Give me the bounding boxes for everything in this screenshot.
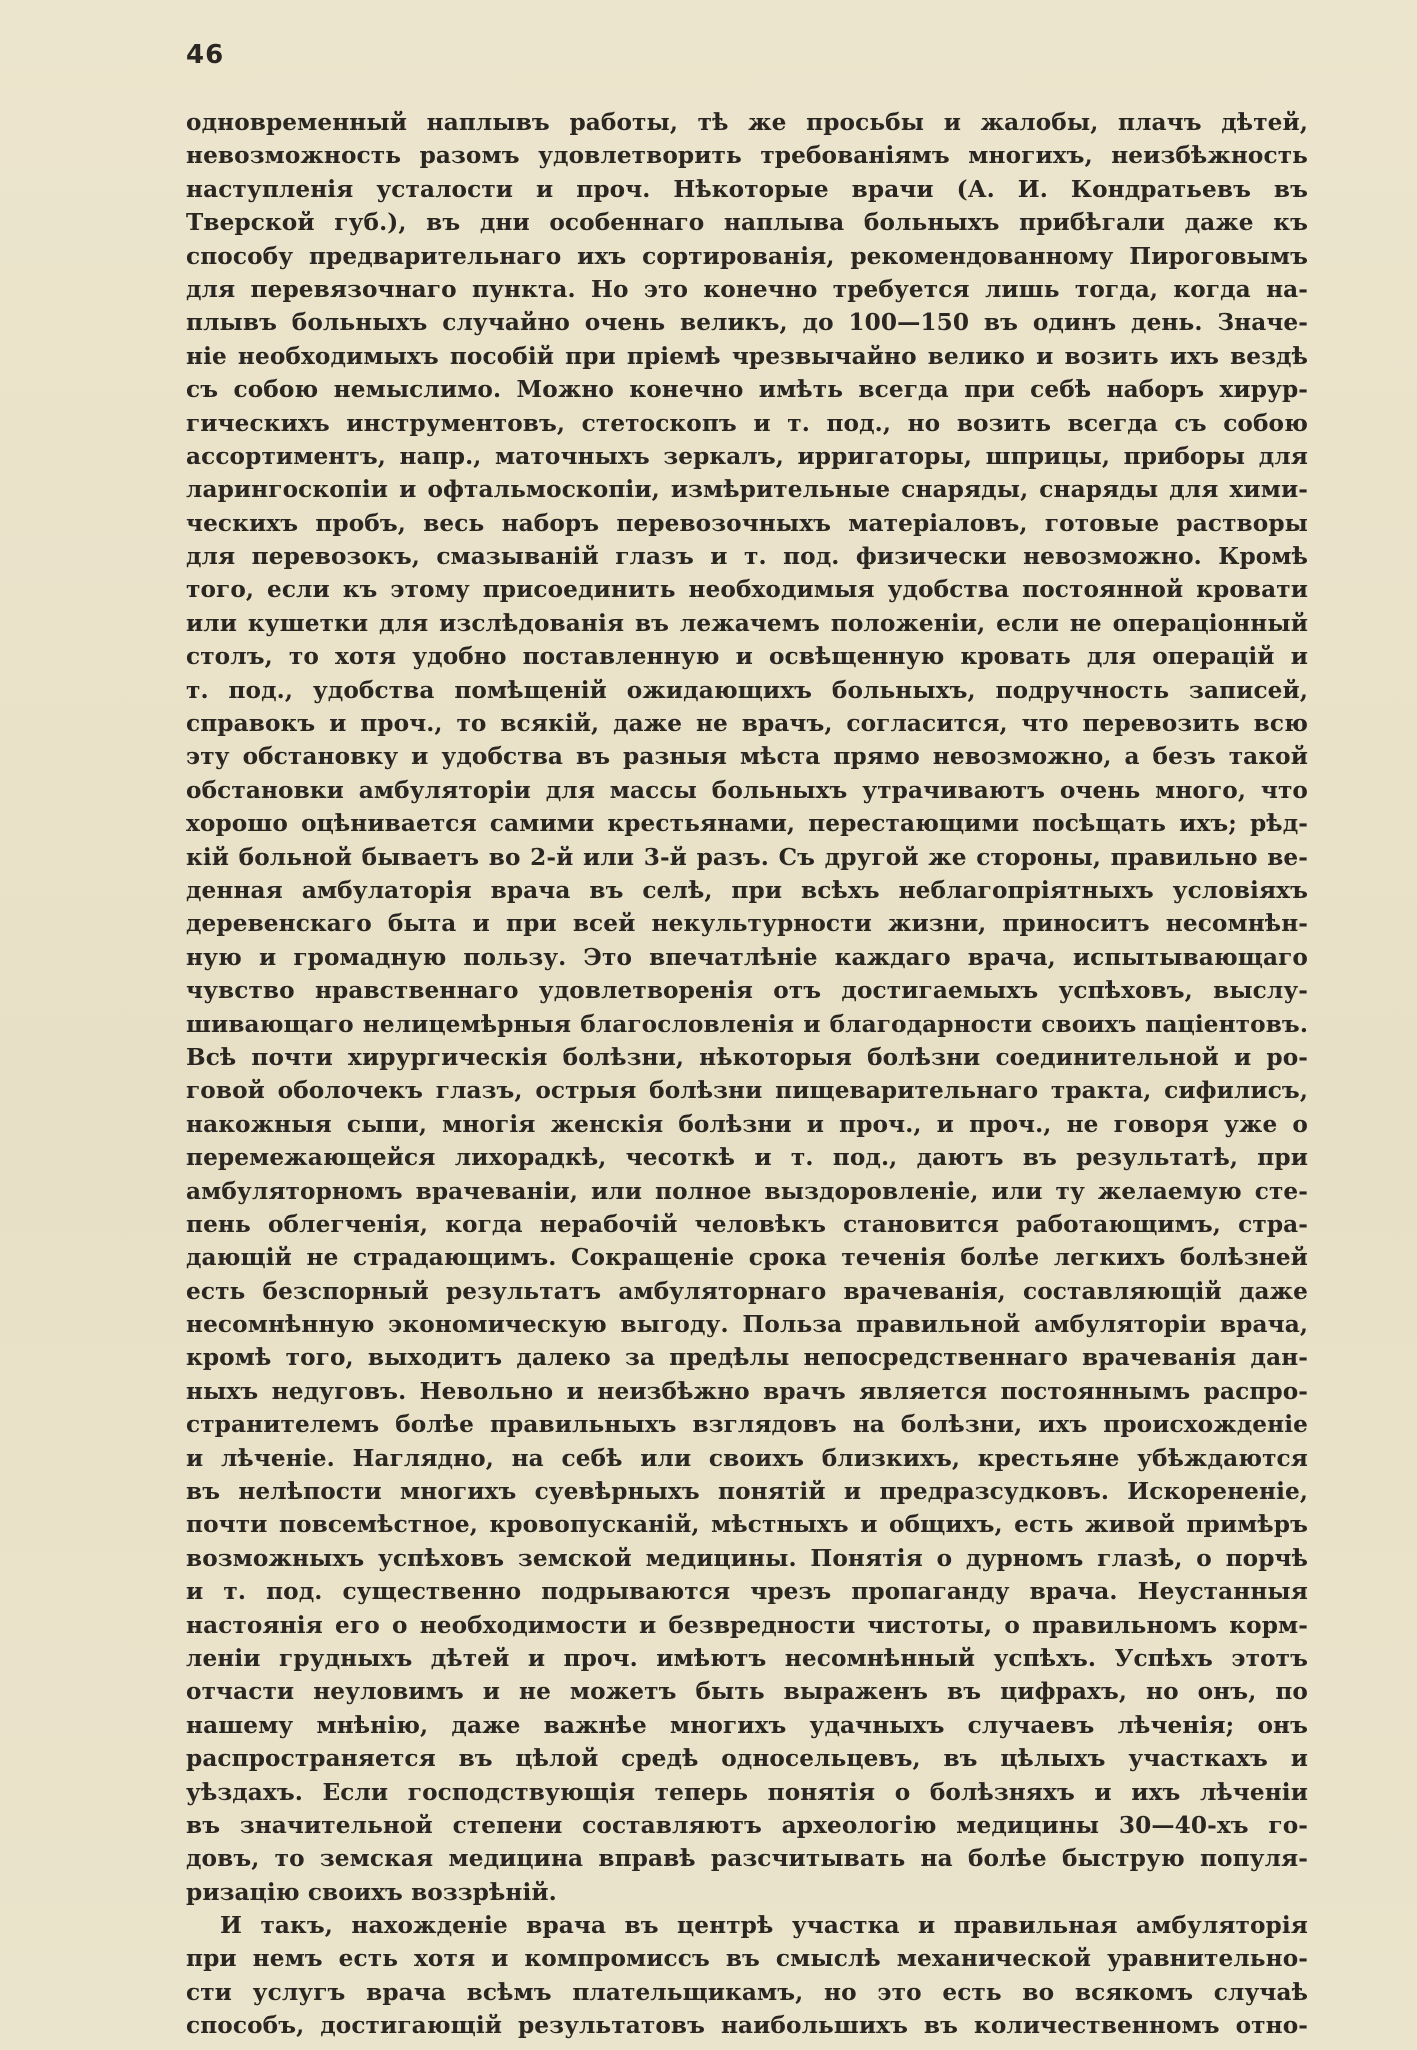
text-line: нашему мнѣнію, даже важнѣе многихъ удачныхъ случаевъ лѣченія; онъ [186, 1711, 1308, 1739]
text-line: есть безспорный результатъ амбуляторнаго врачеванія, составляющій даже [186, 1277, 1308, 1305]
text-line: въ значительной степени составляютъ археологію медицины 30—40-хъ го- [186, 1811, 1308, 1839]
text-line: пень облегченія, когда нерабочій человѣкъ становится работающимъ, стра- [186, 1210, 1308, 1238]
text-line: несомнѣнную экономическую выгоду. Польза правильной амбуляторіи врача, [186, 1311, 1308, 1339]
text-line: способъ, достигающій результатовъ наибольшихъ въ количественномъ отно- [186, 2012, 1308, 2040]
text-line: ныхъ недуговъ. Невольно и неизбѣжно врачъ является постояннымъ распро- [186, 1377, 1308, 1405]
text-line: ассортиментъ, напр., маточныхъ зеркалъ, ирригаторы, шприцы, приборы для [186, 442, 1308, 470]
text-line: для перевязочнаго пункта. Но это конечно требуется лишь тогда, когда на- [186, 275, 1308, 303]
text-line: Тверской губ.), въ дни особеннаго наплыва больныхъ прибѣгали даже къ [186, 209, 1308, 237]
text-line: или кушетки для изслѣдованія въ лежачемъ положеніи, если не операціонный [186, 609, 1308, 637]
text-line: странителемъ болѣе правильныхъ взглядовъ на болѣзни, ихъ происхожденіе [186, 1411, 1308, 1439]
text-line: въ нелѣпости многихъ суевѣрныхъ понятій и предразсудковъ. Искорененіе, [186, 1478, 1308, 1506]
text-line: столъ, то хотя удобно поставленную и освѣщенную кровать для операцій и [186, 643, 1308, 671]
text-line: шивающаго нелицемѣрныя благословленія и благодарности своихъ паціентовъ. [186, 1010, 1308, 1038]
text-line: леніи грудныхъ дѣтей и проч. имѣютъ несомнѣнный успѣхъ. Успѣхъ этотъ [186, 1644, 1308, 1672]
text-line: кій больной бываетъ во 2-й или 3-й разъ. Съ другой же стороны, правильно ве- [186, 843, 1308, 871]
text-line: съ собою немыслимо. Можно конечно имѣть всегда при себѣ наборъ хирур- [186, 376, 1308, 404]
text-line: ческихъ пробъ, весь наборъ перевозочныхъ матеріаловъ, готовые растворы [186, 509, 1308, 537]
text-line: уѣздахъ. Если господствующія теперь понятія о болѣзняхъ и ихъ лѣченіи [186, 1778, 1308, 1806]
text-line: того, если къ этому присоединить необходимыя удобства постоянной кровати [186, 576, 1308, 604]
paragraph-1 [186, 106, 1308, 1909]
text-line: кромѣ того, выходитъ далеко за предѣлы непосредственнаго врачеванія дан- [186, 1344, 1308, 1372]
text-line: ную и громадную пользу. Это впечатлѣніе каждаго врача, испытывающаго [186, 943, 1308, 971]
text-line: перемежающейся лихорадкѣ, чесоткѣ и т. под., даютъ въ результатѣ, при [186, 1144, 1308, 1172]
text-line: эту обстановку и удобства въ разныя мѣста прямо невозможно, а безъ такой [186, 743, 1308, 771]
text-line: гическихъ инструментовъ, стетоскопъ и т. под., но возить всегда съ собою [186, 409, 1308, 437]
paragraph-2 [186, 1909, 1308, 2043]
text-line: хорошо оцѣнивается самими крестьянами, перестающими посѣщать ихъ; рѣд- [186, 810, 1308, 838]
text-line: возможныхъ успѣховъ земской медицины. Понятія о дурномъ глазѣ, о порчѣ [186, 1544, 1308, 1572]
text-line: наступленія усталости и проч. Нѣкоторые врачи (А. И. Кондратьевъ въ [186, 175, 1308, 203]
text-line: плывъ больныхъ случайно очень великъ, до 100—150 въ одинъ день. Значе- [186, 309, 1308, 337]
text-line: сти услугъ врача всѣмъ плательщикамъ, но это есть во всякомъ случаѣ [186, 1978, 1308, 2006]
text-line: отчасти неуловимъ и не можетъ быть выраженъ въ цифрахъ, но онъ, по [186, 1678, 1308, 1706]
text-line: Всѣ почти хирургическія болѣзни, нѣкоторыя болѣзни соединительной и ро- [186, 1043, 1308, 1071]
text-line: и т. под. существенно подрываются чрезъ пропаганду врача. Неустанныя [186, 1578, 1308, 1606]
text-line: денная амбулаторія врача въ селѣ, при всѣхъ неблагопріятныхъ условіяхъ [186, 876, 1308, 904]
text-line: настоянія его о необходимости и безвредности чистоты, о правильномъ корм- [186, 1611, 1308, 1639]
page-number: 46 [186, 40, 225, 70]
text-line: дающій не страдающимъ. Сокращеніе срока теченія болѣе легкихъ болѣзней [186, 1244, 1308, 1272]
text-line: распространяется въ цѣлой средѣ односельцевъ, въ цѣлыхъ участкахъ и [186, 1745, 1308, 1773]
text-line: почти повсемѣстное, кровопусканій, мѣстныхъ и общихъ, есть живой примѣръ [186, 1511, 1308, 1539]
text-line: амбуляторномъ врачеваніи, или полное выздоровленіе, или ту желаемую сте- [186, 1177, 1308, 1205]
text-line: чувство нравственнаго удовлетворенія отъ достигаемыхъ успѣховъ, выслу- [186, 977, 1308, 1005]
text-line: невозможность разомъ удовлетворить требованіямъ многихъ, неизбѣжность [186, 142, 1308, 170]
text-line: справокъ и проч., то всякій, даже не врачъ, согласится, что перевозить всю [186, 710, 1308, 738]
text-line: и лѣченіе. Наглядно, на себѣ или своихъ близкихъ, крестьяне убѣждаются [186, 1444, 1308, 1472]
text-line: способу предварительнаго ихъ сортированія, рекомендованному Пироговымъ [186, 242, 1308, 270]
text-line: обстановки амбуляторіи для массы больныхъ утрачиваютъ очень много, что [186, 776, 1308, 804]
text-line: т. под., удобства помѣщеній ожидающихъ больныхъ, подручность записей, [186, 676, 1308, 704]
text-line: ризацію своихъ воззрѣній. [186, 1878, 557, 1906]
text-line: И такъ, нахожденіе врача въ центрѣ участка и правильная амбуляторія [220, 1912, 1308, 1940]
text-line: накожныя сыпи, многія женскія болѣзни и проч., и проч., не говоря уже о [186, 1110, 1308, 1138]
text-line: ніе необходимыхъ пособій при пріемѣ чрезвычайно велико и возить ихъ вездѣ [186, 342, 1308, 370]
text-line: говой оболочекъ глазъ, острыя болѣзни пищеварительнаго тракта, сифилисъ, [186, 1077, 1308, 1105]
body-text [186, 106, 1308, 2043]
text-line: деревенскаго быта и при всей некультурности жизни, приноситъ несомнѣн- [186, 910, 1308, 938]
text-line: при немъ есть хотя и компромиссъ въ смыслѣ механической уравнительно- [186, 1945, 1308, 1973]
text-line: для перевозокъ, смазываній глазъ и т. под. физически невозможно. Кромѣ [186, 543, 1308, 571]
text-line: одновременный наплывъ работы, тѣ же просьбы и жалобы, плачъ дѣтей, [186, 109, 1308, 136]
text-line: ларингоскопіи и офтальмоскопіи, измѣрительные снаряды, снаряды для хими- [186, 476, 1308, 504]
text-line: довъ, то земская медицина вправѣ разсчитывать на болѣе быструю популя- [186, 1845, 1308, 1873]
